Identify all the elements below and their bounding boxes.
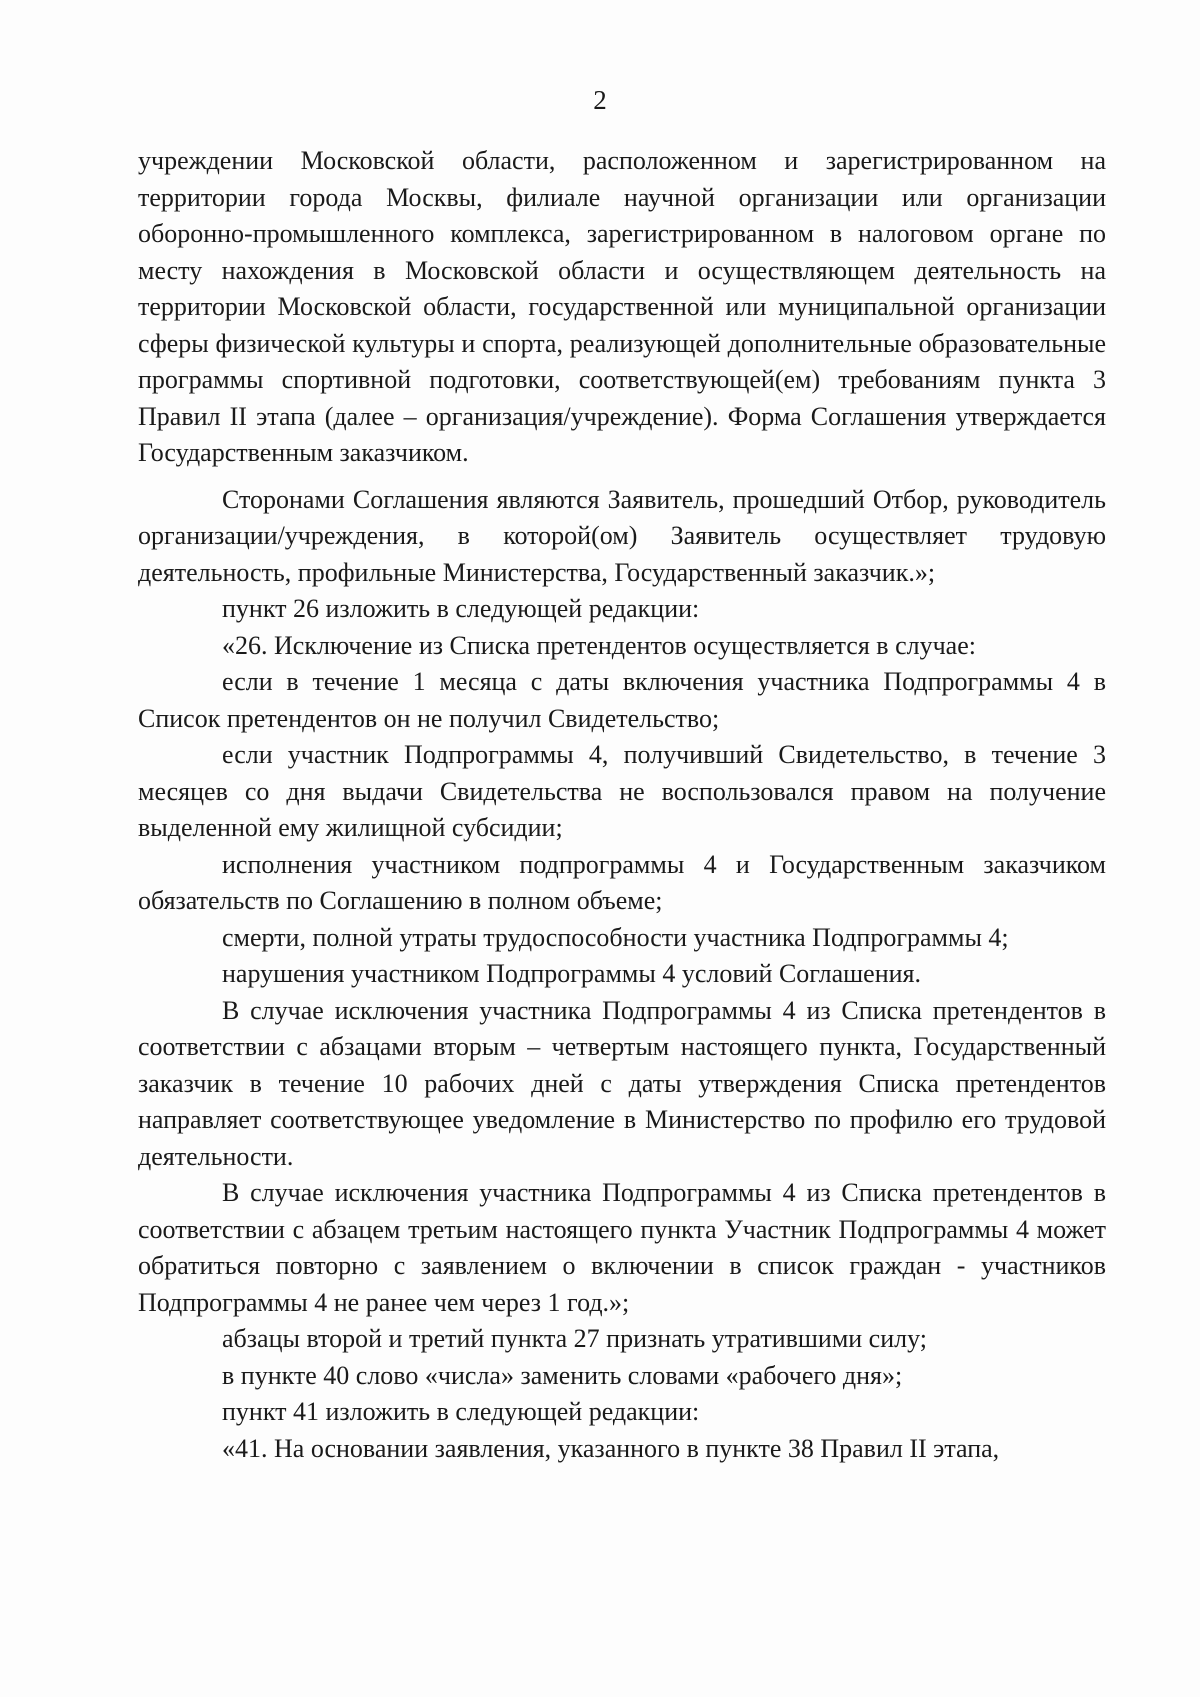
paragraph-case-1: если в течение 1 месяца с даты включения участника Подпрограммы 4 в Список претендентов он не получил Свидетельство; — [138, 667, 1106, 733]
paragraph-item-41-intro: пункт 41 изложить в следующей редакции: — [222, 1397, 700, 1426]
document-body — [138, 143, 1106, 1467]
paragraph-case-4: смерти, полной утраты трудоспособности участника Подпрограммы 4; — [222, 922, 1009, 952]
paragraph-item-26-intro: пункт 26 изложить в следующей редакции: — [222, 594, 700, 623]
page-number: 2 — [593, 85, 607, 115]
paragraph-case-2: если участник Подпрограммы 4, получивший Свидетельство, в течение 3 месяцев со дня выдачи Свидетельства не воспользовался правом на получение выделенной ему жилищной субсидии; — [138, 740, 1106, 842]
paragraph-exclusion-notice: В случае исключения участника Подпрограммы 4 из Списка претендентов в соответствии с абзацами вторым – четвертым настоящего пункта, Государственный заказчик в течение 10 рабочих дней с даты утверждения Списка претендентов направляет соответствующее уведомление в Министерство по профилю его трудовой деятельности. — [138, 995, 1106, 1171]
paragraph-parties: Сторонами Соглашения являются Заявитель, прошедший Отбор, руководитель организации/учреждения, в которой(ом) Заявитель осуществляет трудовую деятельность, профильные Министерства, Государственный заказчик.»; — [138, 484, 1106, 587]
paragraph-item-41: «41. На основании заявления, указанного в пункте 38 Правил II этапа, — [222, 1433, 1000, 1463]
paragraph-item-40: в пункте 40 слово «числа» заменить словами «рабочего дня»; — [222, 1360, 903, 1390]
paragraph-reapply: В случае исключения участника Подпрограммы 4 из Списка претендентов в соответствии с абзацем третьим настоящего пункта Участник Подпрограммы 4 может обратиться повторно с заявлением о включении в список граждан - участников Подпрограммы 4 не ранее чем через 1 год.»; — [138, 1178, 1106, 1317]
paragraph-item-27: абзацы второй и третий пункта 27 признать утратившими силу; — [222, 1324, 927, 1353]
paragraph-continuation: учреждении Московской области, расположенном и зарегистрированном на территории города Москвы, филиале научной организации или организации оборонно-промышленного комплекса, зарегистрированном в налоговом органе по месту нахождения в Московской области и осуществляющем деятельность на территории Московской области, государственной или муниципальной организации сферы физической культуры и спорта, реализующей дополнительные образовательные программы спортивной подготовки, соответствующей(ем) требованиям пункта 3 Правил II этапа (далее – организация/учреждение). Форма Соглашения утверждается Государственным заказчиком. — [138, 146, 1106, 467]
paragraph-item-26: «26. Исключение из Списка претендентов осуществляется в случае: — [222, 630, 976, 660]
paragraph-case-3: исполнения участником подпрограммы 4 и Государственным заказчиком обязательств по Соглашению в полном объеме; — [138, 849, 1106, 915]
paragraph-case-5: нарушения участником Подпрограммы 4 условий Соглашения. — [222, 959, 921, 988]
